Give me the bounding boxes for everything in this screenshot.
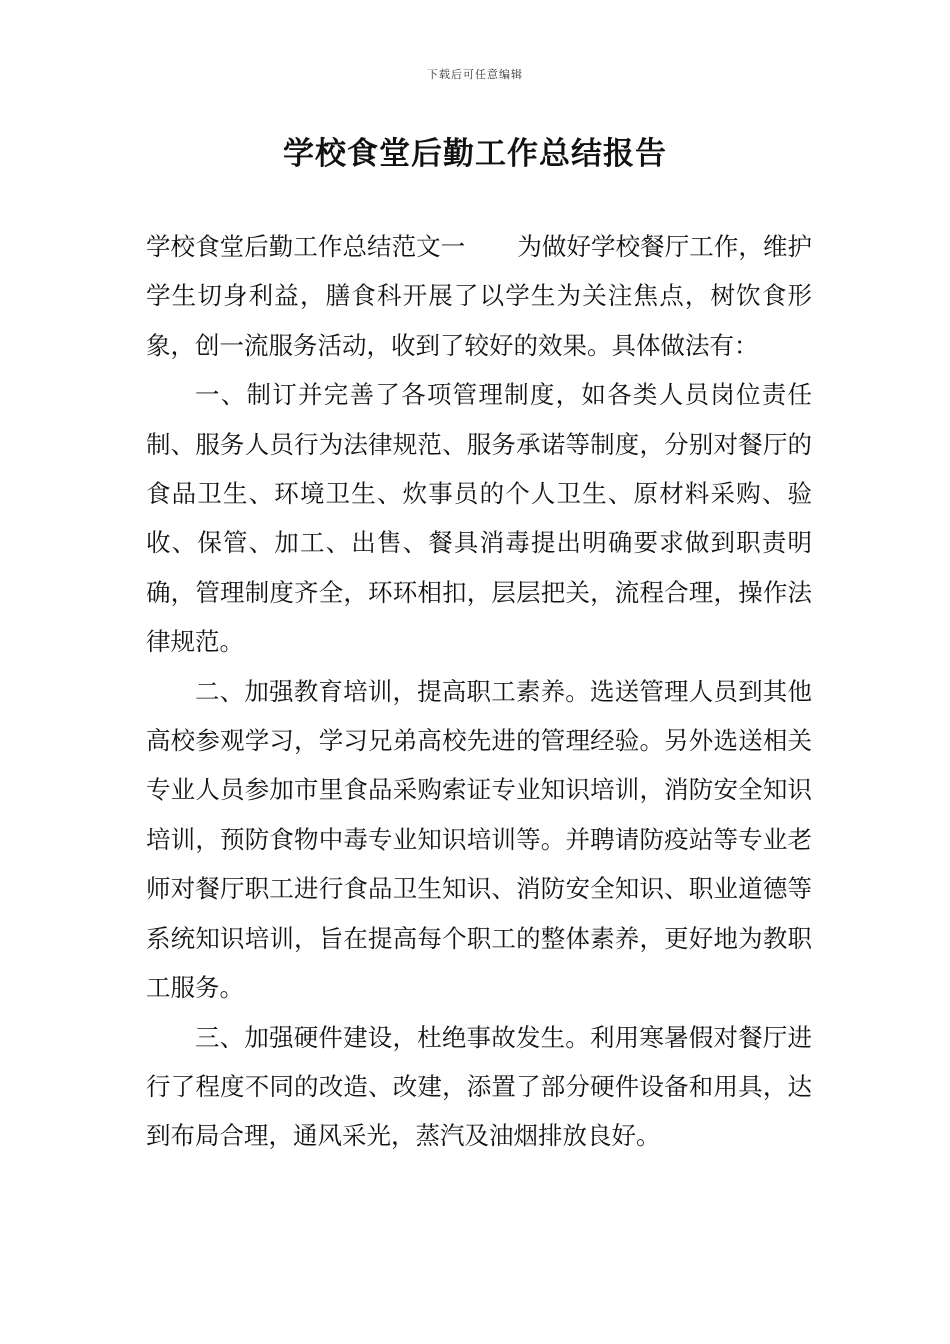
intro-text: 为做好学校餐厅工作，维护学生切身利益，膳食科开展了以学生为关注焦点，树饮食形象，创一流服务活动，收到了较好的效果。具体做法有：	[146, 232, 812, 360]
intro-lead: 学校食堂后勤工作总结范文一	[146, 232, 466, 261]
paragraph-2: 二、加强教育培训，提高职工素养。选送管理人员到其他高校参观学习，学习兄弟高校先进的管理经验。另外选送相关专业人员参加市里食品采购索证专业知识培训，消防安全知识培训，预防食物中毒专业知识培训等。并聘请防疫站等专业老师对餐厅职工进行食品卫生知识、消防安全知识、职业道德等系统知识培训，旨在提高每个职工的整体素养，更好地为教职工服务。	[146, 676, 812, 1003]
paragraph-1: 一、制订并完善了各项管理制度，如各类人员岗位责任制、服务人员行为法律规范、服务承诺等制度，分别对餐厅的食品卫生、环境卫生、炊事员的个人卫生、原材料采购、验收、保管、加工、出售、餐具消毒提出明确要求做到职责明确，管理制度齐全，环环相扣，层层把关，流程合理，操作法律规范。	[146, 380, 812, 657]
intro-paragraph	[146, 222, 812, 370]
header-note: 下载后可任意编辑	[427, 68, 523, 81]
paragraph-3: 三、加强硬件建设，杜绝事故发生。利用寒暑假对餐厅进行了程度不同的改造、改建，添置了部分硬件设备和用具，达到布局合理，通风采光，蒸汽及油烟排放良好。	[146, 1022, 812, 1151]
document-body	[146, 222, 812, 1161]
document-title: 学校食堂后勤工作总结报告	[283, 136, 667, 172]
